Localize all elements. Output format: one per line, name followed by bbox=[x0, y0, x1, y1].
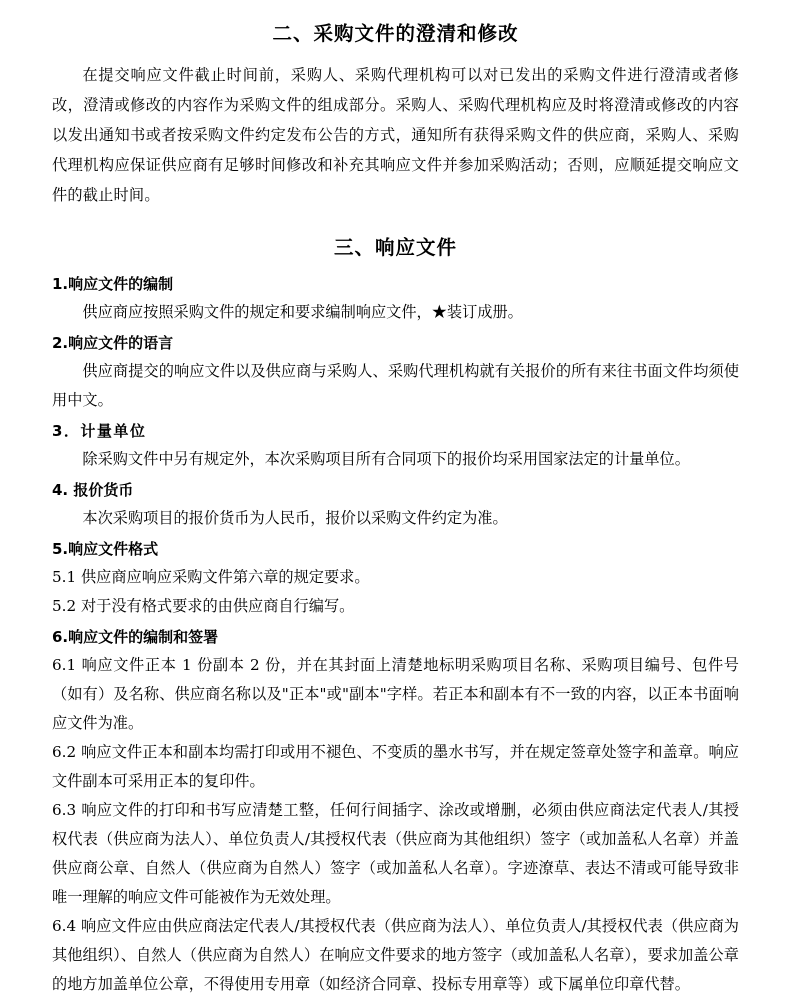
item-paragraph-5-2: 5.2 对于没有格式要求的由供应商自行编写。 bbox=[52, 597, 355, 615]
item-paragraph-2-1: 供应商提交的响应文件以及供应商与采购人、采购代理机构就有关报价的所有来往书面文件均须使用中文。 bbox=[52, 362, 739, 409]
item-block-1 bbox=[52, 270, 739, 327]
item-paragraph-6-2: 6.2 响应文件正本和副本均需打印或用不褪色、不变质的墨水书写，并在规定签章处签字和盖章。响应文件副本可采用正本的复印件。 bbox=[52, 743, 739, 790]
item-paragraph-4-1: 本次采购项目的报价货币为人民币，报价以采购文件约定为准。 bbox=[82, 509, 508, 527]
item-title-6: 6.响应文件的编制和签署 bbox=[52, 628, 219, 646]
item-title-1: 1.响应文件的编制 bbox=[52, 275, 174, 293]
item-title-4: 4. 报价货币 bbox=[52, 481, 134, 499]
item-paragraph-3-1: 除采购文件中另有规定外，本次采购项目所有合同项下的报价均采用国家法定的计量单位。 bbox=[82, 450, 690, 468]
section-two-heading: 二、采购文件的澄清和修改 bbox=[272, 22, 519, 45]
item-title-5: 5.响应文件格式 bbox=[52, 540, 159, 558]
item-paragraph-6-4: 6.4 响应文件应由供应商法定代表人/其授权代表（供应商为法人）、单位负责人/其授权代表（供应商为其他组织）、自然人（供应商为自然人）在响应文件要求的地方签字（或加盖私人名章），要求加盖公章的地方加盖单位公章，不得使用专用章（如经济合同章、投标专用章等）或下属单位印章代替。 bbox=[52, 917, 739, 993]
item-paragraph-6-1: 6.1 响应文件正本 1 份副本 2 份，并在其封面上清楚地标明采购项目名称、采购项目编号、包件号（如有）及名称、供应商名称以及"正本"或"副本"字样。若正本和副本有不一致的内容，以正本书面响应文件为准。 bbox=[52, 656, 739, 732]
item-title-2: 2.响应文件的语言 bbox=[52, 334, 174, 352]
item-block-4 bbox=[52, 476, 739, 533]
item-block-6 bbox=[52, 623, 739, 999]
item-title-3: 3．计量单位 bbox=[52, 422, 147, 440]
item-paragraph-6-3: 6.3 响应文件的打印和书写应清楚工整，任何行间插字、涂改或增删，必须由供应商法定代表人/其授权代表（供应商为法人）、单位负责人/其授权代表（供应商为其他组织）签字（或加盖私人名章）并盖供应商公章、自然人（供应商为自然人）签字（或加盖私人名章）。字迹潦草、表达不清或可能导致非唯一理解的响应文件可能被作为无效处理。 bbox=[52, 801, 739, 906]
item-paragraph-1-1: 供应商应按照采购文件的规定和要求编制响应文件，★装订成册。 bbox=[82, 303, 523, 321]
section-two-paragraph: 在提交响应文件截止时间前，采购人、采购代理机构可以对已发出的采购文件进行澄清或者修改，澄清或修改的内容作为采购文件的组成部分。采购人、采购代理机构应及时将澄清或修改的内容以发出通知书或者按采购文件约定发布公告的方式，通知所有获得采购文件的供应商，采购人、采购代理机构应保证供应商有足够时间修改和补充其响应文件并参加采购活动；否则，应顺延提交响应文件的截止时间。 bbox=[52, 66, 739, 204]
item-paragraph-5-1: 5.1 供应商应响应采购文件第六章的规定要求。 bbox=[52, 568, 370, 586]
item-block-3 bbox=[52, 417, 739, 474]
item-block-2 bbox=[52, 329, 739, 415]
section-three-heading: 三、响应文件 bbox=[333, 236, 457, 259]
item-block-5 bbox=[52, 535, 739, 621]
